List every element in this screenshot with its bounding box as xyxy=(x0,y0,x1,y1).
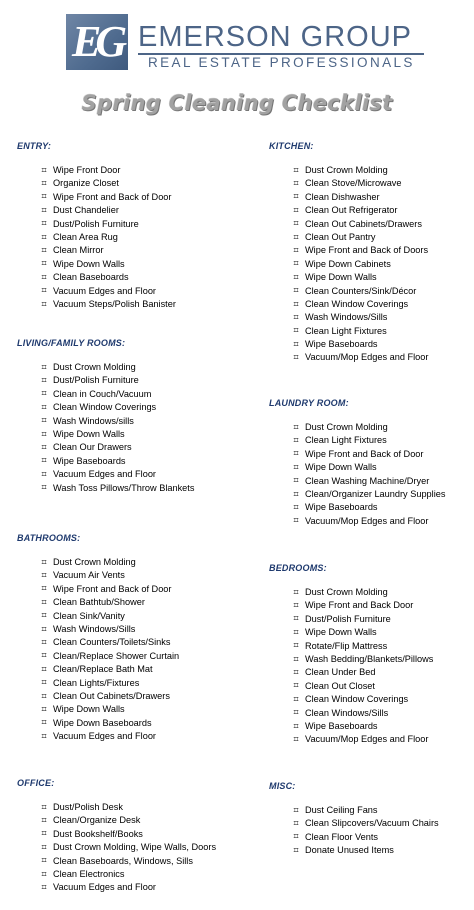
checkbox-square-icon: ⌗ xyxy=(41,842,47,853)
checklist-item-label: Clean Baseboards xyxy=(53,272,129,283)
checklist-item xyxy=(291,666,474,679)
checklist-item-label: Wash Windows/Sills xyxy=(53,623,136,634)
checklist-item-label: Wipe Down Walls xyxy=(53,428,125,439)
checklist-item-label: Clean Washing Machine/Dryer xyxy=(305,475,430,486)
checklist-item-label: Clean Out Closet xyxy=(305,680,375,691)
checkbox-square-icon: ⌗ xyxy=(41,376,47,387)
checklist xyxy=(17,361,237,495)
checklist-item xyxy=(291,285,474,298)
checkbox-square-icon: ⌗ xyxy=(293,694,299,705)
checkbox-square-icon: ⌗ xyxy=(293,246,299,257)
checkbox-square-icon: ⌗ xyxy=(293,641,299,652)
checklist-item xyxy=(39,801,237,814)
checklist-item-label: Wash Bedding/Blankets/Pillows xyxy=(305,653,434,664)
checkbox-square-icon: ⌗ xyxy=(41,165,47,176)
checklist-item-label: Dust Chandelier xyxy=(53,205,119,216)
checkbox-square-icon: ⌗ xyxy=(41,816,47,827)
checkbox-square-icon: ⌗ xyxy=(41,678,47,689)
checklist xyxy=(17,556,237,743)
checkbox-square-icon: ⌗ xyxy=(293,339,299,350)
checklist-item xyxy=(291,626,474,639)
checklist-item xyxy=(291,448,474,461)
checkbox-square-icon: ⌗ xyxy=(293,721,299,732)
checklist-item-label: Wipe Down Walls xyxy=(53,704,125,715)
checklist-item xyxy=(291,164,474,177)
checkbox-square-icon: ⌗ xyxy=(41,731,47,742)
checkbox-square-icon: ⌗ xyxy=(293,489,299,500)
checklist-item-label: Clean Under Bed xyxy=(305,667,376,678)
checklist xyxy=(269,421,474,528)
checklist-item-label: Clean/Replace Bath Mat xyxy=(53,664,153,675)
checklist-item-label: Dust Crown Molding, Wipe Walls, Doors xyxy=(53,842,217,853)
checkbox-square-icon: ⌗ xyxy=(293,845,299,856)
checklist-item-label: Vacuum Edges and Floor xyxy=(53,285,156,296)
checklist-item xyxy=(39,623,237,636)
checkbox-square-icon: ⌗ xyxy=(293,805,299,816)
checkbox-square-icon: ⌗ xyxy=(293,681,299,692)
checklist-item-label: Clean Slipcovers/Vacuum Chairs xyxy=(305,818,439,829)
checklist-item xyxy=(291,191,474,204)
checklist-item xyxy=(291,817,474,830)
checkbox-square-icon: ⌗ xyxy=(293,654,299,665)
checklist-item xyxy=(39,677,237,690)
checkbox-square-icon: ⌗ xyxy=(293,601,299,612)
checklist-item-label: Dust Crown Molding xyxy=(305,165,388,175)
checkbox-square-icon: ⌗ xyxy=(41,829,47,840)
checklist-item xyxy=(291,434,474,447)
checklist-item xyxy=(291,258,474,271)
checklist-item-label: Clean Area Rug xyxy=(53,231,118,242)
checklist-item xyxy=(39,258,237,271)
checklist-item xyxy=(39,191,237,204)
checkbox-square-icon: ⌗ xyxy=(41,704,47,715)
checklist-item xyxy=(39,690,237,703)
checkbox-square-icon: ⌗ xyxy=(293,462,299,473)
checklist-item xyxy=(39,717,237,730)
section-laundry-room xyxy=(269,397,474,528)
checklist-item xyxy=(39,703,237,716)
checkbox-square-icon: ⌗ xyxy=(293,476,299,487)
checkbox-square-icon: ⌗ xyxy=(41,802,47,813)
checklist-item xyxy=(39,596,237,609)
checkbox-square-icon: ⌗ xyxy=(41,624,47,635)
checklist-item-label: Clean Electronics xyxy=(53,868,125,879)
checkbox-square-icon: ⌗ xyxy=(293,449,299,460)
checklist-item-label: Vacuum Air Vents xyxy=(53,570,125,581)
checklist-item xyxy=(39,468,237,481)
checklist-item xyxy=(39,231,237,244)
checklist-item xyxy=(39,650,237,663)
checklist-item-label: Clean Out Pantry xyxy=(305,231,376,242)
checklist-item-label: Clean Out Refrigerator xyxy=(305,205,398,216)
checklist-item-label: Dust Bookshelf/Books xyxy=(53,828,143,839)
checkbox-square-icon: ⌗ xyxy=(41,232,47,243)
checkbox-square-icon: ⌗ xyxy=(41,869,47,880)
checklist-item xyxy=(291,707,474,720)
checklist-item-label: Wipe Front and Back of Door xyxy=(305,448,424,459)
checklist-item xyxy=(39,556,237,569)
checklist-item xyxy=(291,271,474,284)
checklist-item-label: Wipe Front and Back of Door xyxy=(53,583,172,594)
checkbox-square-icon: ⌗ xyxy=(41,571,47,582)
checklist-item-label: Wash Windows/sills xyxy=(53,415,134,426)
checkbox-square-icon: ⌗ xyxy=(41,272,47,283)
checklist-item xyxy=(39,374,237,387)
checklist xyxy=(269,586,474,747)
checklist-item-label: Clean Window Coverings xyxy=(53,402,157,413)
checklist-item-label: Clean Counters/Toilets/Sinks xyxy=(53,637,171,648)
checkbox-square-icon: ⌗ xyxy=(293,353,299,364)
checklist-item-label: Clean Counters/Sink/Décor xyxy=(305,285,417,296)
checklist-item-label: Clean Floor Vents xyxy=(305,831,379,842)
checklist-item-label: Vacuum/Mop Edges and Floor xyxy=(305,352,429,363)
checkbox-square-icon: ⌗ xyxy=(293,422,299,433)
checklist-item xyxy=(291,231,474,244)
checkbox-square-icon: ⌗ xyxy=(41,443,47,454)
checklist-item-label: Dust/Polish Furniture xyxy=(53,375,139,386)
checklist-item-label: Clean Bathtub/Shower xyxy=(53,597,145,608)
checkbox-square-icon: ⌗ xyxy=(293,312,299,323)
checkbox-square-icon: ⌗ xyxy=(293,516,299,527)
checkbox-square-icon: ⌗ xyxy=(293,326,299,337)
checklist-item-label: Wipe Front and Back of Doors xyxy=(305,245,429,256)
checklist-item-label: Clean in Couch/Vacuum xyxy=(53,388,152,399)
checklist-item xyxy=(291,831,474,844)
checklist-item-label: Wipe Baseboards xyxy=(305,502,378,513)
checklist-item xyxy=(291,501,474,514)
section-bedrooms xyxy=(269,562,474,747)
checklist-item-label: Clean/Organize Desk xyxy=(53,815,141,826)
checkbox-square-icon: ⌗ xyxy=(293,819,299,830)
checklist-item-label: Wipe Down Baseboards xyxy=(53,717,152,728)
checklist-item-label: Wash Windows/Sills xyxy=(305,312,388,323)
checklist-item xyxy=(291,693,474,706)
checklist-item xyxy=(291,461,474,474)
checklist-item xyxy=(291,204,474,217)
section-misc xyxy=(269,780,474,858)
checklist-item xyxy=(39,441,237,454)
section-entry xyxy=(17,140,237,311)
checklist-item xyxy=(291,488,474,501)
checklist-item-label: Clean Window Coverings xyxy=(305,694,409,705)
checklist-item xyxy=(39,177,237,190)
checkbox-square-icon: ⌗ xyxy=(293,627,299,638)
checkbox-square-icon: ⌗ xyxy=(293,614,299,625)
company-tagline: REAL ESTATE PROFESSIONALS xyxy=(148,55,415,70)
checklist xyxy=(269,164,474,365)
checklist-item-label: Wipe Down Walls xyxy=(305,272,377,283)
section-office xyxy=(17,777,237,895)
checklist-item-label: Clean Stove/Microwave xyxy=(305,178,402,189)
checklist-item-label: Clean Windows/Sills xyxy=(305,707,389,718)
checklist-item xyxy=(39,730,237,743)
checklist-item-label: Dust Crown Molding xyxy=(305,587,388,597)
checklist-item-label: Dust Crown Molding xyxy=(305,422,388,432)
checklist-item-label: Clean Sink/Vanity xyxy=(53,610,125,621)
checklist-item xyxy=(39,881,237,894)
checklist-item-label: Wash Toss Pillows/Throw Blankets xyxy=(53,482,195,493)
checklist-item xyxy=(291,338,474,351)
checklist-item-label: Wipe Baseboards xyxy=(53,455,126,466)
checklist-item-label: Wipe Front Door xyxy=(53,165,121,175)
checklist-item xyxy=(291,613,474,626)
checklist-item-label: Wipe Down Cabinets xyxy=(305,258,391,269)
checklist-item xyxy=(291,586,474,599)
checklist-item xyxy=(291,515,474,528)
checkbox-square-icon: ⌗ xyxy=(41,597,47,608)
checkbox-square-icon: ⌗ xyxy=(41,584,47,595)
checkbox-square-icon: ⌗ xyxy=(41,611,47,622)
checklist-item-label: Rotate/Flip Mattress xyxy=(305,640,388,651)
checkbox-square-icon: ⌗ xyxy=(41,483,47,494)
section-heading: LIVING/FAMILY ROOMS: xyxy=(17,338,126,348)
checklist-item xyxy=(39,636,237,649)
checkbox-square-icon: ⌗ xyxy=(293,192,299,203)
checklist-item xyxy=(291,653,474,666)
checkbox-square-icon: ⌗ xyxy=(41,219,47,230)
section-kitchen xyxy=(269,140,474,365)
checkbox-square-icon: ⌗ xyxy=(41,402,47,413)
checklist-item xyxy=(39,814,237,827)
checkbox-square-icon: ⌗ xyxy=(41,651,47,662)
checklist-item-label: Wipe Down Walls xyxy=(305,462,377,473)
checklist-item-label: Donate Unused Items xyxy=(305,845,394,856)
checkbox-square-icon: ⌗ xyxy=(41,299,47,310)
checkbox-square-icon: ⌗ xyxy=(41,664,47,675)
checklist-item xyxy=(39,298,237,311)
checklist-item-label: Clean Lights/Fixtures xyxy=(53,677,140,688)
checklist-item xyxy=(291,298,474,311)
checklist-item-label: Wipe Baseboards xyxy=(305,720,378,731)
checklist-item-label: Dust Ceiling Fans xyxy=(305,805,378,815)
checkbox-square-icon: ⌗ xyxy=(41,259,47,270)
checklist-item xyxy=(291,733,474,746)
checklist-item-label: Vacuum Edges and Floor xyxy=(53,469,156,480)
section-heading: KITCHEN: xyxy=(269,141,314,151)
checkbox-square-icon: ⌗ xyxy=(41,456,47,467)
checklist-item xyxy=(39,455,237,468)
checklist-item xyxy=(39,569,237,582)
checkbox-square-icon: ⌗ xyxy=(41,286,47,297)
checklist-item xyxy=(39,361,237,374)
checkbox-square-icon: ⌗ xyxy=(41,691,47,702)
checklist-item xyxy=(39,663,237,676)
checklist-item xyxy=(39,583,237,596)
checklist xyxy=(269,804,474,858)
checklist-item-label: Vacuum Edges and Floor xyxy=(53,731,156,742)
checkbox-square-icon: ⌗ xyxy=(293,259,299,270)
checkbox-square-icon: ⌗ xyxy=(41,389,47,400)
checklist-item-label: Clean Window Coverings xyxy=(305,298,409,309)
section-heading: LAUNDRY ROOM: xyxy=(269,398,349,408)
checkbox-square-icon: ⌗ xyxy=(293,179,299,190)
checkbox-square-icon: ⌗ xyxy=(41,362,47,373)
checklist-item xyxy=(39,855,237,868)
checklist-item-label: Wipe Front and Back Door xyxy=(305,600,414,611)
checkbox-square-icon: ⌗ xyxy=(41,416,47,427)
checklist-item-label: Organize Closet xyxy=(53,178,119,189)
checkbox-square-icon: ⌗ xyxy=(293,232,299,243)
checklist-item-label: Wipe Front and Back of Door xyxy=(53,191,172,202)
checklist-item-label: Vacuum/Mop Edges and Floor xyxy=(305,515,429,526)
checklist-item xyxy=(39,828,237,841)
checkbox-square-icon: ⌗ xyxy=(41,557,47,568)
checklist-item-label: Vacuum Edges and Floor xyxy=(53,882,156,893)
checkbox-square-icon: ⌗ xyxy=(41,883,47,894)
checklist-item xyxy=(39,428,237,441)
checkbox-square-icon: ⌗ xyxy=(293,503,299,514)
checklist-item-label: Clean Out Cabinets/Drawers xyxy=(305,218,422,229)
checklist-item xyxy=(291,244,474,257)
checklist-item-label: Clean Dishwasher xyxy=(305,191,380,202)
checkbox-square-icon: ⌗ xyxy=(41,246,47,257)
checkbox-square-icon: ⌗ xyxy=(293,272,299,283)
checkbox-square-icon: ⌗ xyxy=(41,429,47,440)
checklist-item xyxy=(291,421,474,434)
logo-monogram: EG xyxy=(72,17,122,66)
company-logo xyxy=(0,0,474,78)
checklist-item xyxy=(291,804,474,817)
checklist-item xyxy=(39,415,237,428)
checkbox-square-icon: ⌗ xyxy=(41,638,47,649)
section-living-family-rooms xyxy=(17,337,237,495)
checklist-item xyxy=(291,475,474,488)
checkbox-square-icon: ⌗ xyxy=(293,436,299,447)
checklist-item xyxy=(291,177,474,190)
checklist-item xyxy=(39,164,237,177)
checklist-item-label: Dust Crown Molding xyxy=(53,557,136,567)
checklist-item xyxy=(291,844,474,857)
checklist-item-label: Clean/Replace Shower Curtain xyxy=(53,650,180,661)
checklist-item xyxy=(291,351,474,364)
checkbox-square-icon: ⌗ xyxy=(293,734,299,745)
checklist-item xyxy=(291,325,474,338)
checklist-item-label: Vacuum Steps/Polish Banister xyxy=(53,298,176,309)
section-heading: MISC: xyxy=(269,781,296,791)
checklist-item xyxy=(291,599,474,612)
page-title: Spring Cleaning Checklist xyxy=(81,91,393,115)
checkbox-square-icon: ⌗ xyxy=(293,587,299,598)
checklist-item-label: Dust/Polish Furniture xyxy=(53,218,139,229)
checkbox-square-icon: ⌗ xyxy=(41,205,47,216)
checklist-item-label: Clean/Organizer Laundry Supplies xyxy=(305,488,446,499)
checklist xyxy=(17,801,237,895)
checklist-item-label: Wipe Baseboards xyxy=(305,339,378,350)
checklist-item xyxy=(291,218,474,231)
section-heading: BATHROOMS: xyxy=(17,533,81,543)
checklist-item xyxy=(39,388,237,401)
checklist-item-label: Clean Mirror xyxy=(53,245,104,256)
checkbox-square-icon: ⌗ xyxy=(293,205,299,216)
checklist-item xyxy=(291,640,474,653)
checklist-item xyxy=(291,680,474,693)
checkbox-square-icon: ⌗ xyxy=(293,286,299,297)
section-heading: BEDROOMS: xyxy=(269,563,327,573)
checklist-item-label: Wipe Down Walls xyxy=(305,627,377,638)
checklist-item-label: Clean Light Fixtures xyxy=(305,435,387,446)
checklist-item xyxy=(39,482,237,495)
checklist-item xyxy=(39,610,237,623)
checklist-item-label: Vacuum/Mop Edges and Floor xyxy=(305,734,429,745)
checkbox-square-icon: ⌗ xyxy=(293,708,299,719)
company-name: EMERSON GROUP xyxy=(138,21,413,53)
logo-mark xyxy=(66,14,128,70)
checklist-item xyxy=(39,841,237,854)
checklist-item xyxy=(39,204,237,217)
section-bathrooms xyxy=(17,532,237,743)
checklist-item-label: Dust/Polish Furniture xyxy=(305,613,391,624)
checklist-item-label: Wipe Down Walls xyxy=(53,258,125,269)
checklist-item xyxy=(291,311,474,324)
checklist-item xyxy=(39,868,237,881)
checklist-item-label: Clean Our Drawers xyxy=(53,442,132,453)
checkbox-square-icon: ⌗ xyxy=(293,832,299,843)
checklist-item xyxy=(39,271,237,284)
checklist-item-label: Dust/Polish Desk xyxy=(53,802,123,812)
section-heading: OFFICE: xyxy=(17,778,55,788)
checklist-item-label: Clean Light Fixtures xyxy=(305,325,387,336)
section-heading: ENTRY: xyxy=(17,141,52,151)
checkbox-square-icon: ⌗ xyxy=(293,668,299,679)
checkbox-square-icon: ⌗ xyxy=(293,219,299,230)
checkbox-square-icon: ⌗ xyxy=(41,469,47,480)
checklist-item xyxy=(39,244,237,257)
checklist-item-label: Clean Out Cabinets/Drawers xyxy=(53,690,170,701)
checklist-item xyxy=(39,218,237,231)
checkbox-square-icon: ⌗ xyxy=(41,179,47,190)
checklist-item-label: Clean Baseboards, Windows, Sills xyxy=(53,855,193,866)
checklist-item xyxy=(39,285,237,298)
checklist-item xyxy=(291,720,474,733)
checkbox-square-icon: ⌗ xyxy=(293,299,299,310)
checklist-item xyxy=(39,401,237,414)
checkbox-square-icon: ⌗ xyxy=(41,192,47,203)
checklist xyxy=(17,164,237,311)
checklist-item-label: Dust Crown Molding xyxy=(53,362,136,372)
checkbox-square-icon: ⌗ xyxy=(293,165,299,176)
checkbox-square-icon: ⌗ xyxy=(41,856,47,867)
checkbox-square-icon: ⌗ xyxy=(41,718,47,729)
